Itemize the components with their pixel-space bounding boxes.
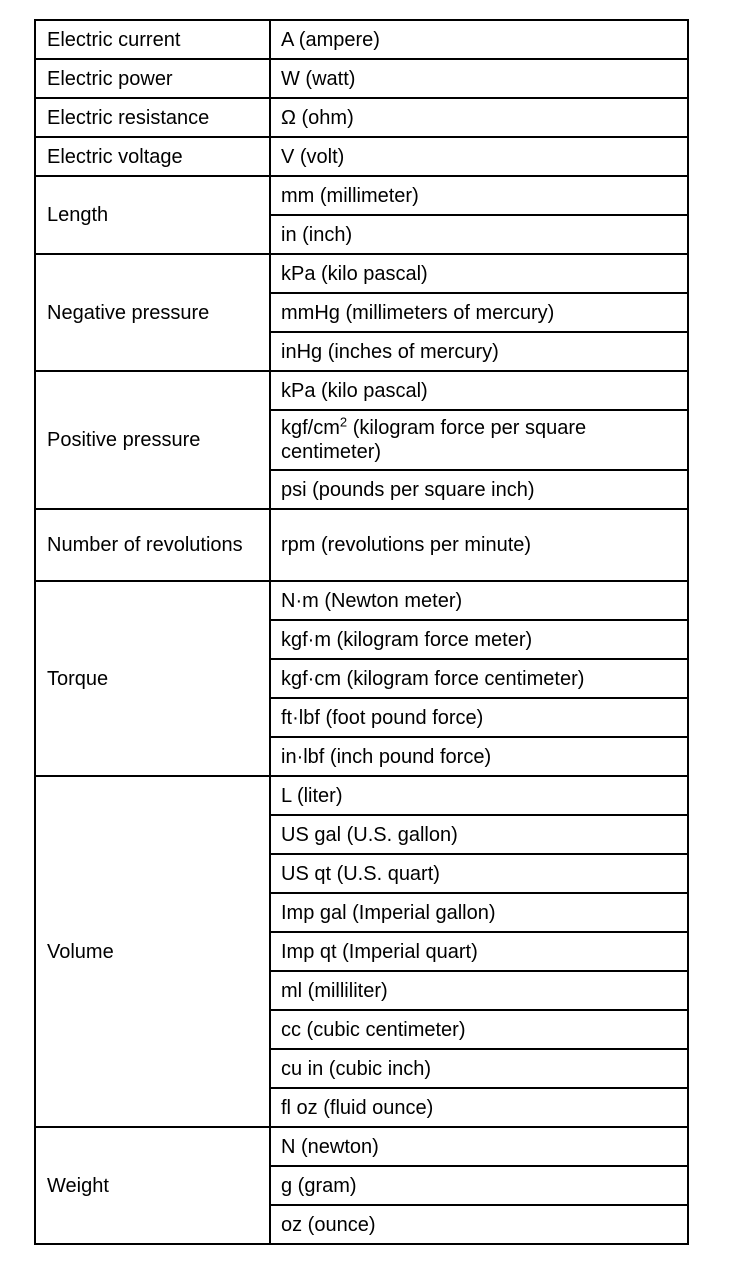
unit-cell: kPa (kilo pascal) — [270, 371, 688, 410]
unit-cell: mm (millimeter) — [270, 176, 688, 215]
table-row — [35, 509, 688, 581]
unit-cell: cu in (cubic inch) — [270, 1049, 688, 1088]
table-row — [35, 137, 688, 176]
quantity-cell: Electric current — [35, 20, 270, 59]
unit-cell: N·m (Newton meter) — [270, 581, 688, 620]
unit-cell: cc (cubic centimeter) — [270, 1010, 688, 1049]
unit-cell: in (inch) — [270, 215, 688, 254]
unit-cell — [270, 410, 688, 470]
unit-cell: in·lbf (inch pound force) — [270, 737, 688, 776]
quantity-cell: Volume — [35, 776, 270, 1127]
unit-cell: psi (pounds per square inch) — [270, 470, 688, 509]
unit-cell: N (newton) — [270, 1127, 688, 1166]
unit-cell: kgf·cm (kilogram force centimeter) — [270, 659, 688, 698]
unit-cell: V (volt) — [270, 137, 688, 176]
unit-cell: L (liter) — [270, 776, 688, 815]
unit-cell: kgf·m (kilogram force meter) — [270, 620, 688, 659]
table-row — [35, 59, 688, 98]
quantity-cell: Electric power — [35, 59, 270, 98]
unit-cell: kPa (kilo pascal) — [270, 254, 688, 293]
quantity-cell: Electric resistance — [35, 98, 270, 137]
unit-cell: US qt (U.S. quart) — [270, 854, 688, 893]
quantity-cell: Negative pressure — [35, 254, 270, 371]
unit-description: (kilogram force per square centimeter) — [281, 417, 587, 463]
quantity-cell: Positive pressure — [35, 371, 270, 509]
unit-cell: ml (milliliter) — [270, 971, 688, 1010]
unit-superscript: 2 — [339, 414, 348, 430]
unit-cell: US gal (U.S. gallon) — [270, 815, 688, 854]
unit-cell: mmHg (millimeters of mercury) — [270, 293, 688, 332]
table-row — [35, 776, 688, 815]
unit-cell: oz (ounce) — [270, 1205, 688, 1244]
unit-cell: Imp qt (Imperial quart) — [270, 932, 688, 971]
table-row — [35, 176, 688, 215]
unit-cell: ft·lbf (foot pound force) — [270, 698, 688, 737]
units-conversion-table — [34, 19, 689, 1245]
table-row — [35, 20, 688, 59]
unit-cell: fl oz (fluid ounce) — [270, 1088, 688, 1127]
quantity-cell: Weight — [35, 1127, 270, 1244]
unit-cell: W (watt) — [270, 59, 688, 98]
quantity-cell: Electric voltage — [35, 137, 270, 176]
quantity-cell: Torque — [35, 581, 270, 776]
quantity-cell: Number of revolutions — [35, 509, 270, 581]
unit-symbol: kgf/cm — [281, 417, 340, 439]
unit-cell: Ω (ohm) — [270, 98, 688, 137]
table-row — [35, 1127, 688, 1166]
table-row — [35, 371, 688, 410]
table-row — [35, 98, 688, 137]
unit-cell: g (gram) — [270, 1166, 688, 1205]
table-row — [35, 581, 688, 620]
quantity-cell: Length — [35, 176, 270, 254]
unit-cell: Imp gal (Imperial gallon) — [270, 893, 688, 932]
unit-cell: inHg (inches of mercury) — [270, 332, 688, 371]
table-row — [35, 254, 688, 293]
unit-cell: rpm (revolutions per minute) — [270, 509, 688, 581]
unit-cell: A (ampere) — [270, 20, 688, 59]
